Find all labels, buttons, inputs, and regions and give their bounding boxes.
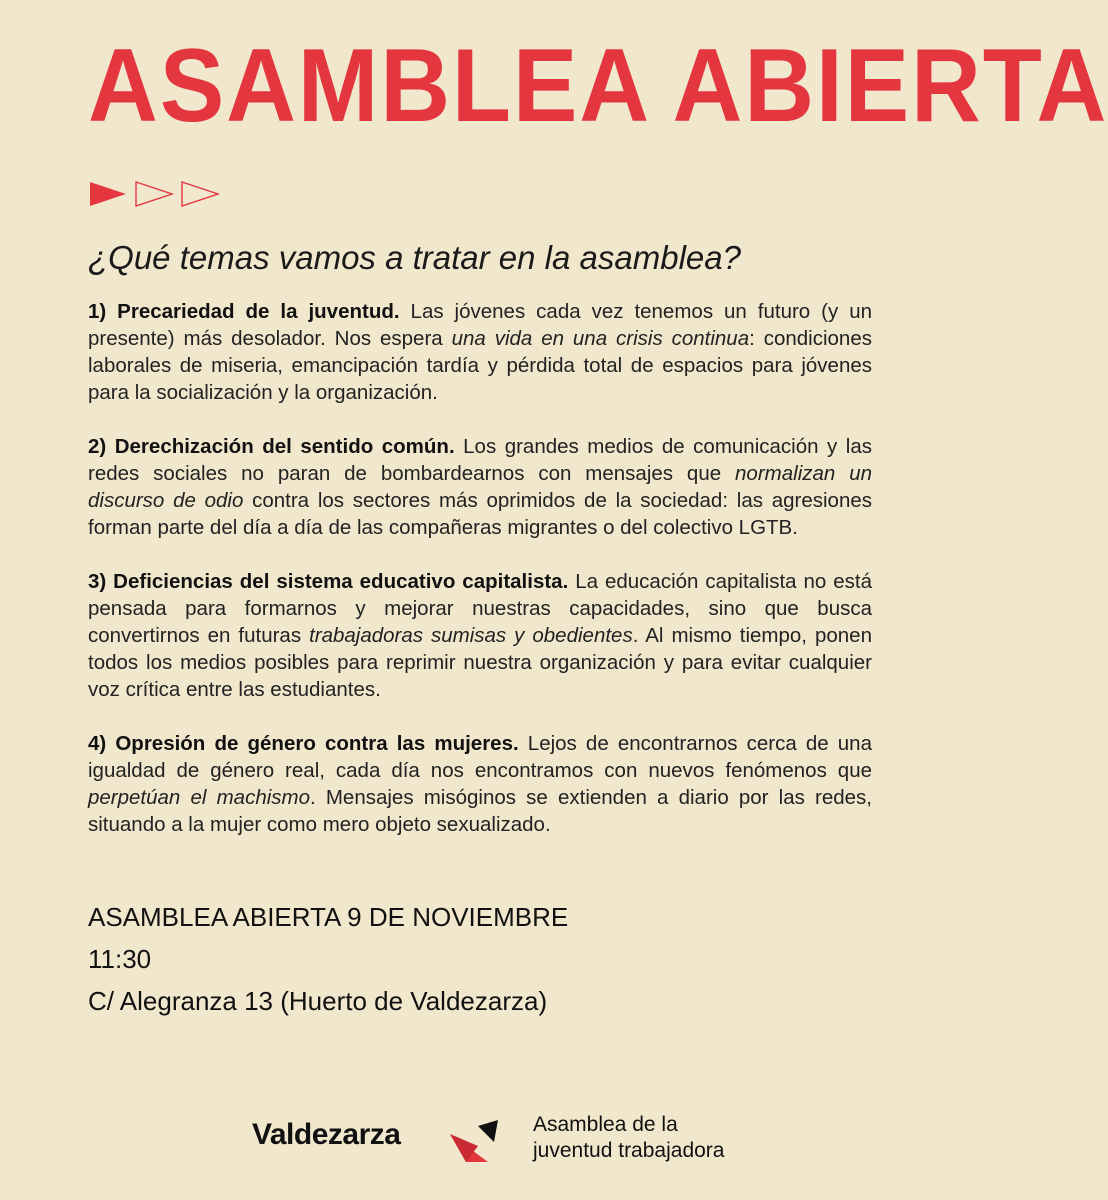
arrows-decoration	[88, 180, 228, 208]
topic-heading: 2) Derechización del sentido común.	[88, 435, 455, 458]
topic-text: Las jóvenes cada vez tenemos un futuro (y un presente) más desolador. Nos espera	[88, 300, 873, 350]
topic-text: Los grandes medios de comunicación y las redes sociales no paran de bombardearnos con mensajes que	[88, 435, 872, 485]
topic-item	[88, 730, 872, 838]
footer-org-line: Asamblea de la	[533, 1113, 678, 1136]
topic-item	[88, 298, 872, 406]
topic-heading: 3) Deficiencias del sistema educativo capitalista.	[88, 570, 569, 593]
footer-location-name: Valdezarza	[252, 1118, 401, 1151]
topic-item	[88, 433, 872, 541]
event-date: ASAMBLEA ABIERTA 9 DE NOVIEMBRE	[88, 902, 569, 932]
topic-text: contra los sectores más oprimidos de la sociedad: las agresiones forman parte del día a día de las compañeras migrantes o del colectivo LGTB.	[88, 489, 872, 539]
topic-text: . Al mismo tiempo, ponen todos los medios posibles para reprimir nuestra organización y para evitar cualquier voz crítica entre las estudiantes.	[88, 624, 872, 701]
event-address: C/ Alegranza 13 (Huerto de Valdezarza)	[88, 986, 548, 1016]
topic-text: : condiciones laborales de miseria, emancipación tardía y pérdida total de espacios para jóvenes para la socialización y la organización.	[88, 327, 872, 404]
topics-list	[88, 298, 872, 865]
topic-emphasis: una vida en una crisis continua	[451, 327, 750, 350]
event-time: 11:30	[88, 944, 152, 974]
play-arrow-icon	[182, 182, 218, 206]
footer-organization	[533, 1112, 724, 1164]
play-arrow-icon	[136, 182, 172, 206]
poster-title: ASAMBLEA ABIERTA	[88, 28, 1108, 144]
topic-heading: 4) Opresión de género contra las mujeres.	[88, 732, 519, 755]
footer-org-line: juventud trabajadora	[533, 1139, 725, 1162]
section-question: ¿Qué temas vamos a tratar en la asamblea?	[88, 239, 741, 276]
play-arrow-icon	[90, 182, 126, 206]
topic-item	[88, 568, 872, 703]
topic-emphasis: normalizan un discurso de odio	[88, 462, 872, 512]
topic-heading: 1) Precariedad de la juventud.	[88, 300, 400, 323]
event-details	[88, 896, 888, 1022]
topic-text: . Mensajes misóginos se extienden a diario por las redes, situando a la mujer como mero objeto sexualizado.	[88, 786, 872, 836]
topic-emphasis: trabajadoras sumisas y obedientes	[309, 624, 633, 647]
topic-text: Lejos de encontrarnos cerca de una igualdad de género real, cada día nos encontramos con nuevos fenómenos que	[88, 732, 872, 782]
topic-text: La educación capitalista no está pensada para formarnos y mejorar nuestras capacidades, sino que busca convertirnos en futuras	[88, 570, 872, 647]
logo-triangles-icon	[448, 1118, 500, 1164]
topic-emphasis: perpetúan el machismo	[88, 786, 310, 809]
